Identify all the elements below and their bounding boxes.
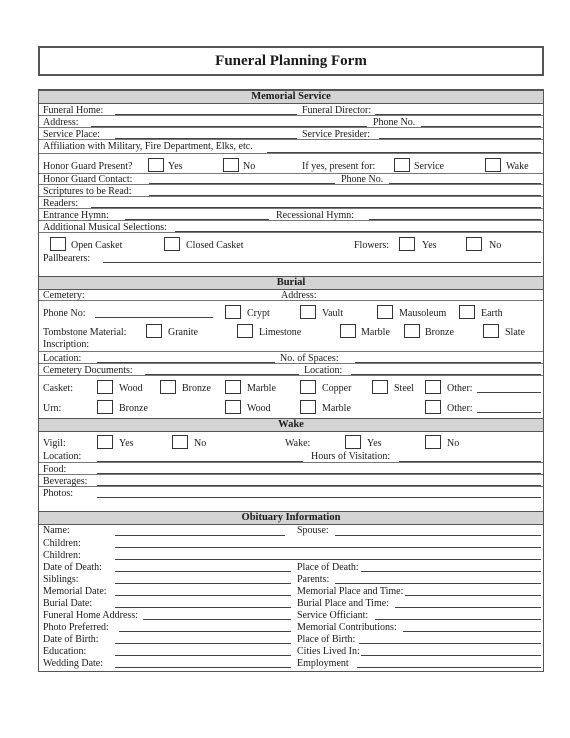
funeral-home-address-label: Funeral Home Address: [43, 610, 138, 621]
burial-date-label: Burial Date: [43, 598, 93, 609]
honor-guard-no-label: No [243, 161, 256, 172]
documents-location-field[interactable] [351, 374, 541, 375]
open-casket-checkbox[interactable] [50, 237, 66, 251]
row-death [39, 561, 543, 573]
row-children-2 [39, 549, 543, 561]
row-name-spouse [39, 525, 543, 537]
beverages-field[interactable] [97, 485, 541, 486]
slate-label: Slate [505, 327, 525, 338]
if-yes-present-for-label: If yes, present for: [302, 161, 376, 172]
casket-copper-label: Copper [322, 383, 352, 394]
parents-field[interactable] [335, 583, 541, 584]
additional-music-field[interactable] [175, 231, 541, 232]
children-field-1[interactable] [115, 547, 541, 548]
siblings-label: Siblings: [43, 574, 79, 585]
photos-field[interactable] [97, 497, 541, 498]
wedding-date-label: Wedding Date: [43, 658, 104, 669]
photo-preferred-field[interactable] [119, 631, 291, 632]
row-siblings [39, 573, 543, 585]
present-for-service-checkbox[interactable] [394, 158, 410, 172]
scriptures-label: Scriptures to be Read: [43, 186, 132, 197]
mausoleum-checkbox[interactable] [377, 305, 393, 319]
row-funeral-home-address [39, 609, 543, 621]
row-cemetery [39, 290, 543, 301]
address-label: Address: [43, 117, 79, 128]
entrance-hymn-field[interactable] [125, 219, 269, 220]
honor-guard-phone-label: Phone No. [341, 174, 384, 185]
row-service-place [39, 128, 543, 140]
row-tombstone [39, 321, 543, 341]
recessional-hymn-label: Recessional Hymn: [276, 210, 355, 221]
vigil-no-checkbox[interactable] [172, 435, 188, 449]
row-honor-guard-present [39, 154, 543, 174]
casket-other-field[interactable] [477, 392, 541, 393]
food-label: Food: [43, 464, 67, 475]
row-funeral-home [39, 104, 543, 116]
row-memorial-date [39, 585, 543, 597]
wake-label: Wake: [285, 438, 311, 449]
education-field[interactable] [115, 655, 291, 656]
documents-location-label: Location: [304, 365, 343, 376]
funeral-home-label: Funeral Home: [43, 105, 104, 116]
hours-of-visitation-label: Hours of Visitation: [311, 451, 391, 462]
row-children-1 [39, 537, 543, 549]
closed-casket-label: Closed Casket [186, 240, 244, 251]
section-header-wake: Wake [39, 418, 543, 432]
honor-guard-yes-label: Yes [168, 161, 183, 172]
flowers-no-checkbox[interactable] [466, 237, 482, 251]
date-of-birth-field[interactable] [115, 643, 291, 644]
pallbearers-field[interactable] [103, 262, 541, 263]
entrance-hymn-label: Entrance Hymn: [43, 210, 109, 221]
row-scriptures [39, 185, 543, 197]
phone-no-label: Phone No. [373, 117, 416, 128]
row-vigil [39, 432, 543, 452]
date-of-birth-label: Date of Birth: [43, 634, 99, 645]
place-of-death-field[interactable] [361, 571, 541, 572]
date-of-death-field[interactable] [115, 571, 291, 572]
education-label: Education: [43, 646, 87, 657]
crypt-label: Crypt [247, 308, 270, 319]
tombstone-material-label: Tombstone Material: [43, 327, 127, 338]
inscription-label: Inscription: [43, 339, 90, 350]
funeral-director-field[interactable] [375, 114, 541, 115]
scriptures-field[interactable] [149, 195, 541, 196]
affiliation-label: Affiliation with Military, Fire Department, Elks, etc. [43, 141, 253, 152]
row-inscription [39, 341, 543, 352]
memorial-place-time-field[interactable] [405, 595, 541, 596]
form-title: Funeral Planning Form [38, 46, 544, 76]
service-officiant-label: Service Officiant: [297, 610, 369, 621]
readers-field[interactable] [91, 207, 541, 208]
honor-guard-contact-label: Honor Guard Contact: [43, 174, 133, 185]
wake-yes-label: Yes [367, 438, 382, 449]
memorial-date-label: Memorial Date: [43, 586, 107, 597]
parents-label: Parents: [297, 574, 330, 585]
urn-wood-label: Wood [247, 403, 271, 414]
casket-bronze-checkbox[interactable] [160, 380, 176, 394]
employment-label: Employment [297, 658, 349, 669]
cities-lived-in-field[interactable] [361, 655, 541, 656]
mausoleum-label: Mausoleum [399, 308, 447, 319]
crypt-checkbox[interactable] [225, 305, 241, 319]
row-affiliation [39, 140, 543, 154]
affiliation-field[interactable] [267, 152, 541, 153]
funeral-director-label: Funeral Director: [302, 105, 372, 116]
casket-steel-label: Steel [394, 383, 414, 394]
urn-other-checkbox[interactable] [425, 400, 441, 414]
row-wedding-date [39, 657, 543, 669]
row-honor-guard-contact [39, 174, 543, 185]
wake-yes-checkbox[interactable] [345, 435, 361, 449]
funeral-home-address-field[interactable] [143, 619, 291, 620]
row-birth [39, 633, 543, 645]
urn-marble-checkbox[interactable] [300, 400, 316, 414]
pallbearers-label: Pallbearers: [43, 253, 91, 264]
casket-other-label: Other: [447, 383, 473, 394]
present-for-service-label: Service [414, 161, 444, 172]
row-urn [39, 396, 543, 416]
urn-bronze-checkbox[interactable] [97, 400, 113, 414]
casket-other-checkbox[interactable] [425, 380, 441, 394]
section-header-burial: Burial [39, 276, 543, 290]
casket-copper-checkbox[interactable] [300, 380, 316, 394]
row-pallbearers [39, 253, 543, 265]
section-header-memorial: Memorial Service [39, 90, 543, 104]
row-casket-material [39, 376, 543, 396]
service-presider-field[interactable] [379, 138, 541, 139]
vault-label: Vault [322, 308, 344, 319]
section-header-obituary: Obituary Information [39, 511, 543, 525]
row-wake-location [39, 452, 543, 463]
row-photo-preferred [39, 621, 543, 633]
limestone-label: Limestone [259, 327, 302, 338]
row-address [39, 116, 543, 128]
wedding-date-field[interactable] [115, 667, 291, 668]
cemetery-documents-field[interactable] [145, 374, 299, 375]
row-photos [39, 487, 543, 499]
urn-other-field[interactable] [477, 412, 541, 413]
service-presider-label: Service Presider: [302, 129, 371, 140]
urn-label: Urn: [43, 403, 62, 414]
flowers-label: Flowers: [354, 240, 389, 251]
vigil-yes-label: Yes [119, 438, 134, 449]
wake-location-field[interactable] [97, 461, 303, 462]
employment-field[interactable] [357, 667, 541, 668]
casket-marble-label: Marble [247, 383, 276, 394]
memorial-place-time-label: Memorial Place and Time: [297, 586, 404, 597]
row-burial-type [39, 301, 543, 321]
burial-place-time-label: Burial Place and Time: [297, 598, 389, 609]
spouse-field[interactable] [335, 535, 541, 536]
casket-bronze-label: Bronze [182, 383, 211, 394]
vigil-no-label: No [194, 438, 207, 449]
address-field[interactable] [91, 126, 367, 127]
honor-guard-yes-checkbox[interactable] [148, 158, 164, 172]
vigil-yes-checkbox[interactable] [97, 435, 113, 449]
cemetery-phone-field[interactable] [95, 317, 213, 318]
memorial-date-field[interactable] [115, 595, 291, 596]
casket-steel-checkbox[interactable] [372, 380, 388, 394]
date-of-death-label: Date of Death: [43, 562, 102, 573]
row-casket-flowers [39, 233, 543, 253]
no-of-spaces-field[interactable] [355, 362, 541, 363]
flowers-no-label: No [489, 240, 502, 251]
burial-location-label: Location: [43, 353, 82, 364]
urn-wood-checkbox[interactable] [225, 400, 241, 414]
wake-no-label: No [447, 438, 460, 449]
row-hymns [39, 209, 543, 221]
urn-marble-label: Marble [322, 403, 351, 414]
photo-preferred-label: Photo Preferred: [43, 622, 109, 633]
row-burial-date [39, 597, 543, 609]
place-of-death-label: Place of Death: [297, 562, 359, 573]
casket-wood-checkbox[interactable] [97, 380, 113, 394]
granite-checkbox[interactable] [146, 324, 162, 338]
recessional-hymn-field[interactable] [369, 219, 541, 220]
present-for-wake-checkbox[interactable] [485, 158, 501, 172]
bronze-checkbox[interactable] [404, 324, 420, 338]
name-label: Name: [43, 525, 70, 536]
additional-music-label: Additional Musical Selections: [43, 222, 167, 233]
honor-guard-no-checkbox[interactable] [223, 158, 239, 172]
open-casket-label: Open Casket [71, 240, 123, 251]
name-field[interactable] [115, 535, 285, 536]
place-of-birth-field[interactable] [359, 643, 541, 644]
photos-label: Photos: [43, 488, 74, 499]
urn-other-label: Other: [447, 403, 473, 414]
closed-casket-checkbox[interactable] [164, 237, 180, 251]
children-field-2[interactable] [115, 559, 541, 560]
wake-no-checkbox[interactable] [425, 435, 441, 449]
marble-label: Marble [361, 327, 390, 338]
children-label-2: Children: [43, 550, 81, 561]
cemetery-documents-label: Cemetery Documents: [43, 365, 133, 376]
honor-guard-present-label: Honor Guard Present? [43, 161, 133, 172]
row-readers [39, 197, 543, 209]
cemetery-phone-label: Phone No: [43, 308, 86, 319]
form-body [38, 89, 544, 672]
row-beverages [39, 475, 543, 487]
service-place-label: Service Place: [43, 129, 100, 140]
earth-checkbox[interactable] [459, 305, 475, 319]
present-for-wake-label: Wake [506, 161, 529, 172]
service-officiant-field[interactable] [375, 619, 541, 620]
hours-of-visitation-field[interactable] [399, 461, 541, 462]
place-of-birth-label: Place of Birth: [297, 634, 356, 645]
spouse-label: Spouse: [297, 525, 329, 536]
vault-checkbox[interactable] [300, 305, 316, 319]
phone-no-field[interactable] [421, 126, 541, 127]
honor-guard-contact-field[interactable] [149, 183, 335, 184]
flowers-yes-checkbox[interactable] [399, 237, 415, 251]
marble-checkbox[interactable] [340, 324, 356, 338]
memorial-contributions-label: Memorial Contributions: [297, 622, 397, 633]
row-education [39, 645, 543, 657]
cemetery-address-label: Address: [281, 290, 317, 301]
service-place-field[interactable] [115, 138, 297, 139]
burial-location-field[interactable] [97, 362, 275, 363]
food-field[interactable] [97, 473, 541, 474]
vigil-label: Vigil: [43, 438, 66, 449]
children-label-1: Children: [43, 538, 81, 549]
casket-wood-label: Wood [119, 383, 143, 394]
honor-guard-phone-field[interactable] [389, 183, 541, 184]
funeral-home-field[interactable] [115, 114, 297, 115]
slate-checkbox[interactable] [483, 324, 499, 338]
bronze-label: Bronze [425, 327, 454, 338]
burial-date-field[interactable] [115, 607, 291, 608]
urn-bronze-label: Bronze [119, 403, 148, 414]
cemetery-label: Cemetery: [43, 290, 85, 301]
earth-label: Earth [481, 308, 503, 319]
casket-label: Casket: [43, 383, 73, 394]
memorial-contributions-field[interactable] [403, 631, 541, 632]
flowers-yes-label: Yes [422, 240, 437, 251]
granite-label: Granite [168, 327, 198, 338]
row-additional-music [39, 221, 543, 233]
limestone-checkbox[interactable] [237, 324, 253, 338]
burial-place-time-field[interactable] [395, 607, 541, 608]
siblings-field[interactable] [115, 583, 291, 584]
row-food [39, 463, 543, 475]
casket-marble-checkbox[interactable] [225, 380, 241, 394]
row-location-spaces [39, 352, 543, 364]
beverages-label: Beverages: [43, 476, 88, 487]
no-of-spaces-label: No. of Spaces: [280, 353, 339, 364]
wake-location-label: Location: [43, 451, 82, 462]
row-cemetery-documents [39, 364, 543, 376]
readers-label: Readers: [43, 198, 78, 209]
cities-lived-in-label: Cities Lived In: [297, 646, 360, 657]
